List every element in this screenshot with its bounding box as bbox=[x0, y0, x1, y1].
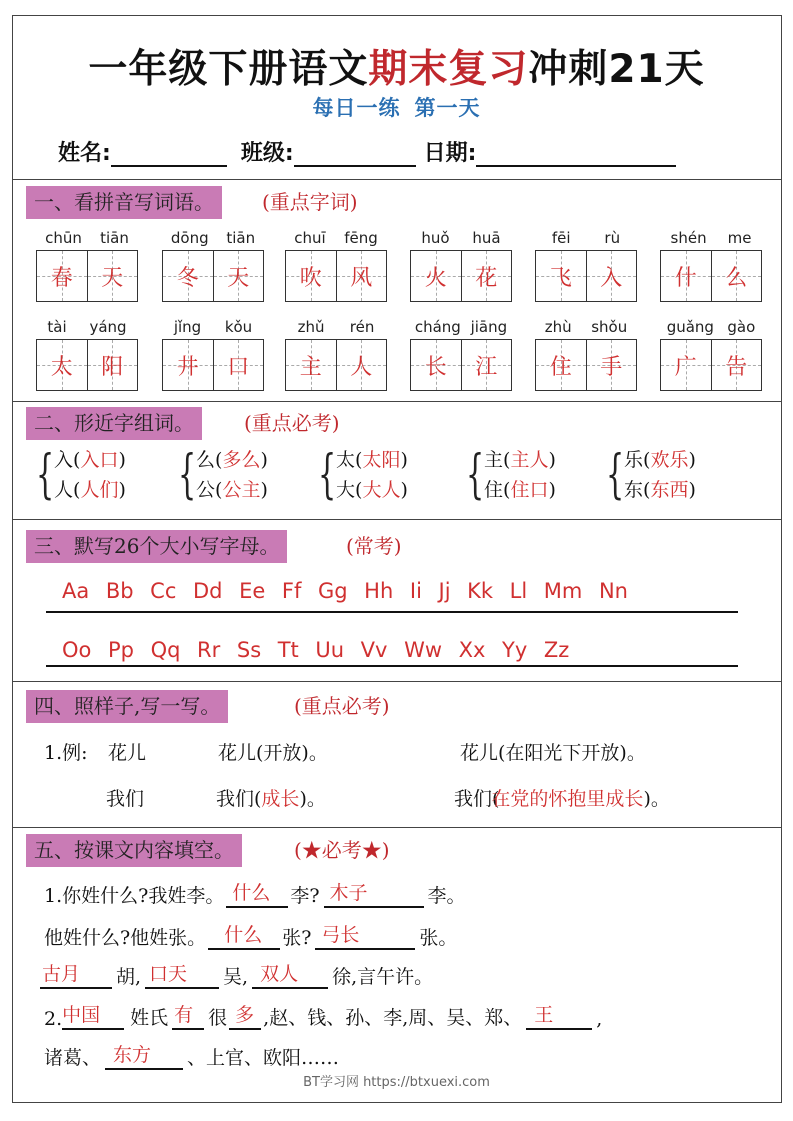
answer[interactable]: 公主 bbox=[222, 479, 261, 501]
char-pair: { 么(多么) 公(公主) bbox=[178, 445, 268, 505]
char-pair: { 入(入口) 人(人们) bbox=[36, 445, 126, 505]
blank-answer[interactable]: 什么 bbox=[208, 922, 280, 950]
tianzige-boxes[interactable]: 井 口 bbox=[162, 339, 264, 391]
writing-line[interactable] bbox=[46, 665, 738, 667]
answer[interactable]: 在党的怀抱里成长 bbox=[491, 788, 644, 810]
section2-heading: 二、形近字组词。 bbox=[26, 407, 202, 440]
class-field[interactable] bbox=[294, 137, 416, 167]
example-mid: 花儿(开放)。 bbox=[218, 742, 328, 764]
answer[interactable]: 欢乐 bbox=[650, 449, 689, 471]
char-pair: { 太(太阳) 大(大人) bbox=[318, 445, 408, 505]
watermark: BT学习网 https://btxuexi.com bbox=[303, 1075, 490, 1090]
answer[interactable]: 人们 bbox=[80, 479, 119, 501]
alphabet-row-2: Oo Pp Qq Rr Ss Tt Uu Vv Ww Xx Yy Zz bbox=[62, 638, 570, 662]
fill-line-3: 古月 胡, 口天 吴, 双人 徐,言午许。 bbox=[42, 963, 434, 988]
brace-icon: { bbox=[318, 445, 337, 505]
page-title bbox=[0, 38, 793, 94]
blank-answer[interactable]: 中国 bbox=[62, 1002, 124, 1030]
title-highlight: 期末复习 bbox=[368, 47, 529, 92]
answer[interactable]: 住口 bbox=[510, 479, 549, 501]
example-word: 花儿 bbox=[108, 742, 147, 764]
writing-line[interactable] bbox=[46, 611, 738, 613]
brace-icon: { bbox=[178, 445, 197, 505]
answer[interactable]: 大人 bbox=[362, 479, 401, 501]
question-mid: 我们(成长)。 bbox=[216, 788, 326, 810]
tianzige-boxes[interactable]: 冬 天 bbox=[162, 250, 264, 302]
student-info bbox=[58, 136, 684, 167]
pinyin-word: shén me 什 么 bbox=[660, 228, 762, 302]
section2-tag: (重点必考) bbox=[244, 411, 340, 435]
subtitle-day: 第一天 bbox=[414, 96, 481, 120]
pinyin-word: zhǔ rén 主 人 bbox=[285, 317, 387, 391]
fill-line-4: 2. 中国 姓氏 有 很 多 ,赵、钱、孙、李,周、吴、郑、 王 , bbox=[44, 1004, 603, 1030]
pinyin-word: chūn tiān 春 天 bbox=[36, 228, 138, 302]
pinyin-word: zhù shǒu 住 手 bbox=[535, 317, 637, 391]
pinyin-word: jǐng kǒu 井 口 bbox=[162, 317, 264, 391]
pinyin-word: guǎng gào 广 告 bbox=[660, 317, 762, 391]
subtitle bbox=[0, 92, 793, 122]
blank-answer[interactable]: 木子 bbox=[324, 880, 424, 908]
char-pair: { 乐(欢乐) 东(东西) bbox=[606, 445, 696, 505]
section1-tag: (重点字词) bbox=[262, 190, 358, 214]
pinyin-word: chuī fēng 吹 风 bbox=[285, 228, 387, 302]
tianzige-boxes[interactable]: 广 告 bbox=[660, 339, 762, 391]
tianzige-boxes[interactable]: 春 天 bbox=[36, 250, 138, 302]
question-word: 我们 bbox=[106, 788, 145, 810]
blank-answer[interactable]: 东方 bbox=[105, 1042, 183, 1070]
section4-heading: 四、照样子,写一写。 bbox=[26, 690, 228, 723]
answer[interactable]: 多么 bbox=[222, 449, 261, 471]
blank-answer[interactable]: 有 bbox=[172, 1002, 204, 1030]
name-field[interactable] bbox=[111, 137, 227, 167]
date-field[interactable] bbox=[476, 137, 676, 167]
fill-line-5: 诸葛、 东方 、上官、欧阳…… bbox=[44, 1044, 340, 1069]
brace-icon: { bbox=[36, 445, 55, 505]
blank-answer[interactable]: 什么 bbox=[226, 880, 288, 908]
section3-tag: (常考) bbox=[346, 534, 402, 558]
example-long: 花儿(在阳光下开放)。 bbox=[460, 742, 646, 764]
section1-heading: 一、看拼音写词语。 bbox=[26, 186, 222, 219]
blank-answer[interactable]: 双人 bbox=[252, 961, 328, 989]
blank-answer[interactable]: 王 bbox=[526, 1002, 592, 1030]
tianzige-boxes[interactable]: 住 手 bbox=[535, 339, 637, 391]
class-label: 班级: bbox=[240, 141, 294, 166]
tianzige-boxes[interactable]: 太 阳 bbox=[36, 339, 138, 391]
tianzige-boxes[interactable]: 吹 风 bbox=[285, 250, 387, 302]
tianzige-boxes[interactable]: 主 人 bbox=[285, 339, 387, 391]
name-label: 姓名: bbox=[58, 141, 111, 166]
fill-line-1: 1.你姓什么?我姓李。 什么 李? 木子 李。 bbox=[44, 882, 466, 907]
brace-icon: { bbox=[606, 445, 625, 505]
pinyin-word: dōng tiān 冬 天 bbox=[162, 228, 264, 302]
blank-answer[interactable]: 多 bbox=[229, 1002, 261, 1030]
fill-line-2: 他姓什么?他姓张。 什么 张? 弓长 张。 bbox=[44, 924, 458, 949]
answer[interactable]: 太阳 bbox=[362, 449, 401, 471]
question-long: 我们(在党的怀抱里成长)。 bbox=[454, 788, 670, 810]
blank-answer[interactable]: 弓长 bbox=[315, 922, 415, 950]
tianzige-boxes[interactable]: 飞 入 bbox=[535, 250, 637, 302]
answer[interactable]: 成长 bbox=[261, 788, 300, 810]
pinyin-word: cháng jiāng 长 江 bbox=[410, 317, 512, 391]
example-label: 1.例: bbox=[44, 742, 88, 764]
blank-answer[interactable]: 口天 bbox=[145, 961, 219, 989]
section5-heading: 五、按课文内容填空。 bbox=[26, 834, 242, 867]
title-suffix: 冲刺21天 bbox=[528, 47, 705, 92]
pinyin-word: huǒ huā 火 花 bbox=[410, 228, 512, 302]
title-prefix: 一年级下册语文 bbox=[88, 47, 369, 92]
tianzige-boxes[interactable]: 火 花 bbox=[410, 250, 512, 302]
alphabet-row-1: Aa Bb Cc Dd Ee Ff Gg Hh Ii Jj Kk Ll Mm Nn bbox=[62, 579, 628, 603]
answer[interactable]: 入口 bbox=[80, 449, 119, 471]
tianzige-boxes[interactable]: 长 江 bbox=[410, 339, 512, 391]
blank-answer[interactable]: 古月 bbox=[40, 961, 112, 989]
date-label: 日期: bbox=[423, 141, 477, 166]
answer[interactable]: 东西 bbox=[650, 479, 689, 501]
subtitle-daily: 每日一练 bbox=[312, 96, 401, 120]
pinyin-word: fēi rù 飞 入 bbox=[535, 228, 637, 302]
section5-tag: (★必考★) bbox=[294, 838, 390, 862]
answer[interactable]: 主人 bbox=[510, 449, 549, 471]
brace-icon: { bbox=[466, 445, 485, 505]
pinyin-word: tài yáng 太 阳 bbox=[36, 317, 138, 391]
section3-heading: 三、默写26个大小写字母。 bbox=[26, 530, 287, 563]
char-pair: { 主(主人) 住(住口) bbox=[466, 445, 556, 505]
section4-tag: (重点必考) bbox=[294, 694, 390, 718]
tianzige-boxes[interactable]: 什 么 bbox=[660, 250, 762, 302]
